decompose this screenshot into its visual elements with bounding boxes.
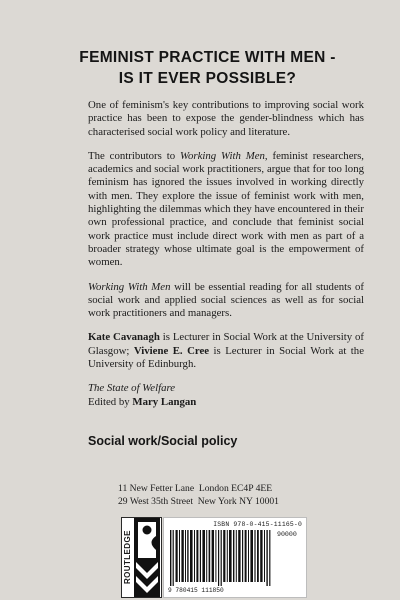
author-2-desc: is Lecturer in Social Work at the University of Edinburgh. — [88, 344, 364, 371]
title-line-2: IS IT EVER POSSIBLE? — [118, 70, 297, 87]
author-1: Kate Cavanagh — [88, 331, 160, 344]
address-london: 11 New Fetter Lane London EC4P 4EE — [118, 483, 273, 494]
barcode-icon — [170, 530, 274, 586]
price-code: 90000 — [277, 531, 297, 538]
p2-post: , feminist researchers, academics and social work practitioners, argue that for too long feminism has ignored the issues involved in working directly with men. They explore the issue of feminist work with men, highlighting the dilemmas which they have encountered in their own professional practice, and conclude that feminist social work practice must include direct work with men as part of a broader strategy whose ultimate goal is the empowerment of women. — [88, 149, 364, 269]
blurb — [88, 99, 364, 420]
title-line-1: FEMINIST PRACTICE WITH MEN - — [79, 49, 336, 66]
series-info — [88, 382, 364, 409]
isbn-text: ISBN 978-0-415-11165-0 — [213, 521, 302, 528]
p3-post: will be essential reading for all students of social work and applied social sciences as well as for social work practitioners and managers. — [88, 280, 364, 320]
author-2: Viviene E. Cree — [133, 344, 210, 357]
address-newyork: 29 West 35th Street New York NY 10001 — [118, 495, 279, 507]
barcode-number: 9 780415 111850 — [168, 587, 224, 594]
series-editor-line — [88, 396, 364, 409]
publisher-name: ROUTLEDGE — [123, 530, 132, 585]
subject-category: Social work/Social policy — [88, 434, 238, 448]
p2-pre: The contributors to — [88, 149, 180, 162]
series-name: The State of Welfare — [88, 382, 176, 395]
editor-prefix: Edited by — [88, 395, 133, 408]
routledge-emblem-icon — [134, 518, 160, 597]
paragraph-contributors — [88, 150, 364, 270]
publisher-address — [118, 483, 338, 508]
publisher-logo — [121, 517, 162, 598]
paragraph-intro: One of feminism's key contributions to improving social work practice has been to expose the gender-blindness which has characterised social work policy and literature. — [88, 99, 364, 138]
author-1-desc: is Lecturer in Social Work at the University of Glasgow; — [88, 331, 364, 357]
barcode-panel — [163, 517, 307, 598]
book-title-inline: Working With Men — [179, 149, 265, 162]
cover-title — [70, 47, 345, 89]
paragraph-audience — [88, 281, 364, 321]
book-title-inline-2: Working With Men — [88, 280, 171, 293]
paragraph-authors — [88, 331, 364, 371]
series-editor: Mary Langan — [132, 395, 197, 408]
